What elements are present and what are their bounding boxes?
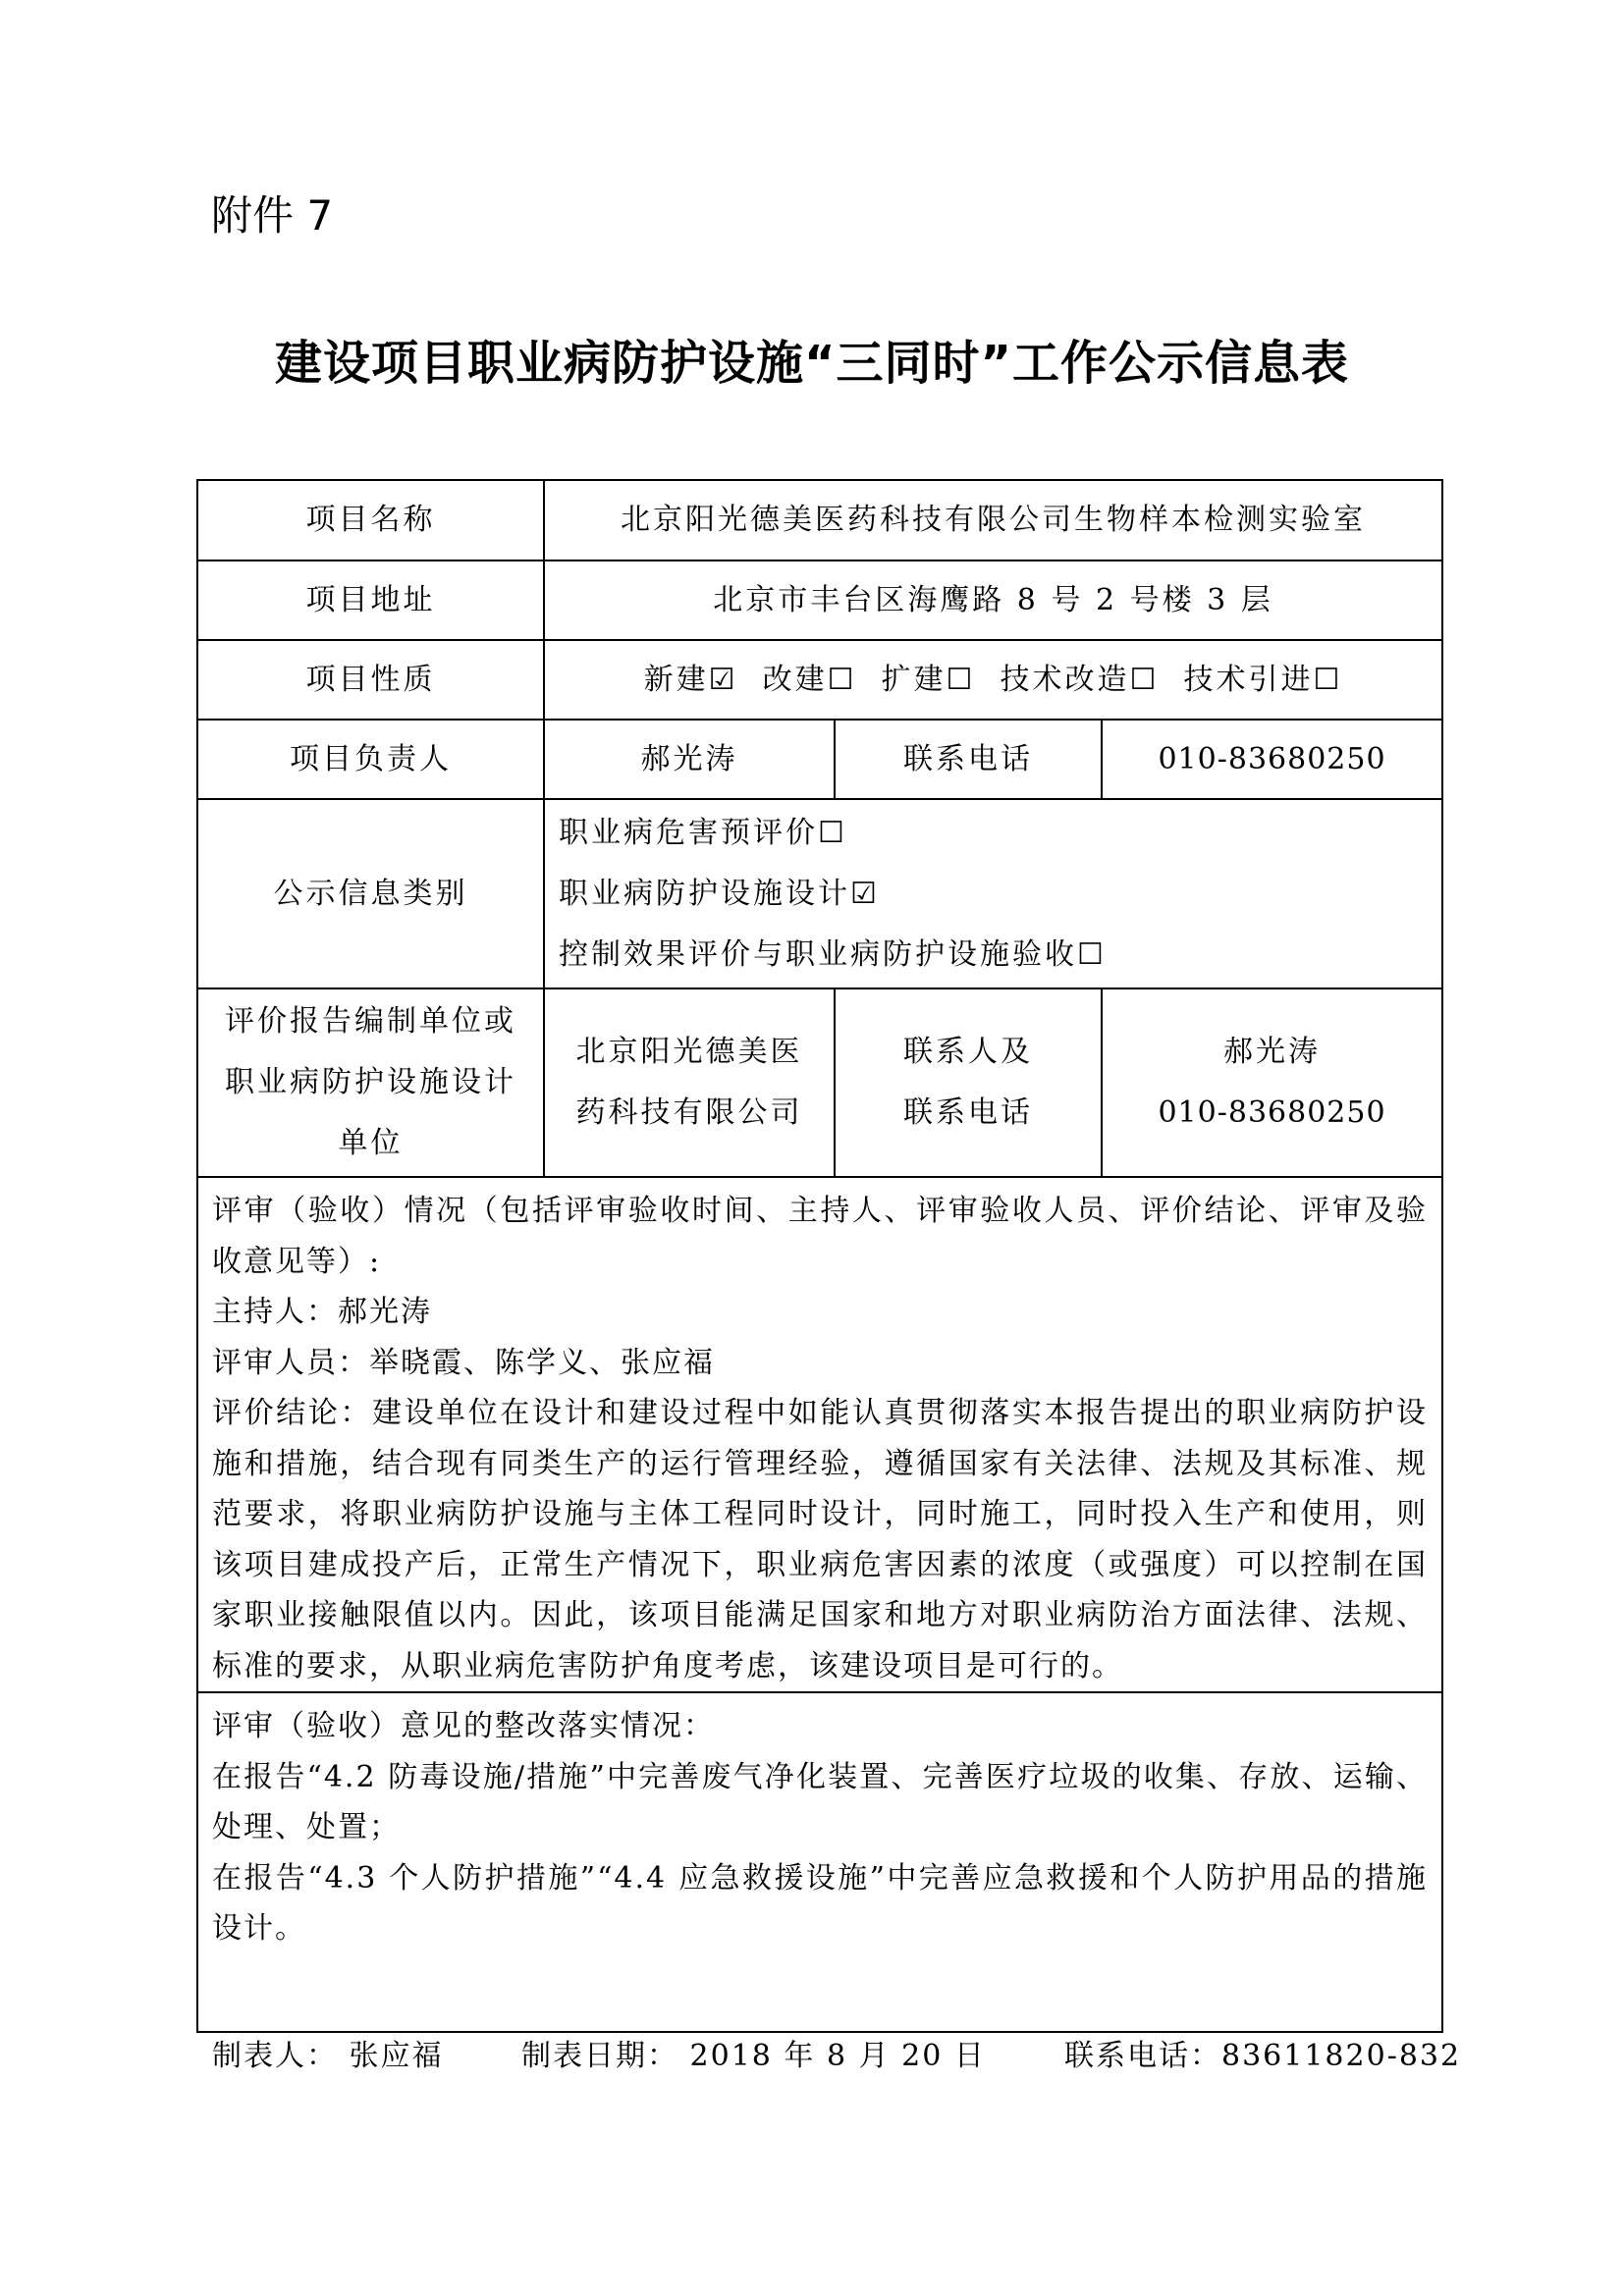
value-project-nature: 新建☑ 改建☐ 扩建☐ 技术改造☐ 技术引进☐ [544, 640, 1442, 720]
row-project-address [197, 561, 1442, 640]
row-info-category [197, 799, 1442, 988]
footer-preparer: 制表人： 张应福 [212, 2039, 444, 2073]
rectification-item-1: 在报告“4.2 防毒设施/措施”中完善废气净化装置、完善医疗垃圾的收集、存放、运输、处理、处置； [212, 1759, 1429, 1844]
rectification-section [197, 1692, 1442, 2032]
option-protection-design: 职业病防护设施设计☑ [559, 876, 880, 911]
label-design-unit-line: 职业病防护设施设计 [225, 1065, 516, 1099]
row-rectification [197, 1692, 1442, 2032]
label-project-nature: 项目性质 [197, 640, 544, 720]
review-heading: 评审（验收）情况（包括评审验收时间、主持人、评审验收人员、评价结论、评审及验收意见等）: [212, 1194, 1429, 1279]
label-contact-line: 联系电话 [903, 1095, 1033, 1130]
info-category-options [544, 799, 1442, 988]
value-design-unit-line: 药科技有限公司 [575, 1095, 803, 1130]
label-leader-phone: 联系电话 [835, 720, 1102, 799]
row-review [197, 1177, 1442, 1692]
option-acceptance: 控制效果评价与职业病防护设施验收☐ [559, 936, 1107, 972]
row-project-leader [197, 720, 1442, 799]
value-design-unit-line: 北京阳光德美医 [575, 1035, 803, 1069]
value-leader-phone: 010-83680250 [1102, 720, 1442, 799]
option-pre-evaluation: 职业病危害预评价☐ [559, 815, 847, 850]
value-project-leader: 郝光涛 [544, 720, 835, 799]
row-project-nature [197, 640, 1442, 720]
attachment-label: 附件 7 [211, 191, 334, 240]
label-contact-line: 联系人及 [903, 1035, 1033, 1069]
label-contact [835, 988, 1102, 1177]
label-project-leader: 项目负责人 [197, 720, 544, 799]
info-table [196, 479, 1443, 2033]
label-info-category: 公示信息类别 [197, 799, 544, 988]
review-conclusion: 评价结论：建设单位在设计和建设过程中如能认真贯彻落实本报告提出的职业病防护设施和措施，结合现有同类生产的运行管理经验，遵循国家有关法律、法规及其标准、规范要求，将职业病防护设施与主体工程同时设计，同时施工，同时投入生产和使用，则该项目建成投产后，正常生产情况下，职业病危害因素的浓度（或强度）可以控制在国家职业接触限值以内。因此，该项目能满足国家和地方对职业病防治方面法律、法规、标准的要求，从职业病危害防护角度考虑，该建设项目是可行的。 [212, 1396, 1429, 1683]
label-project-address: 项目地址 [197, 561, 544, 640]
value-project-address: 北京市丰台区海鹰路 8 号 2 号楼 3 层 [544, 561, 1442, 640]
label-design-unit [197, 988, 544, 1177]
value-project-name: 北京阳光德美医药科技有限公司生物样本检测实验室 [544, 480, 1442, 561]
row-project-name [197, 480, 1442, 561]
label-project-name: 项目名称 [197, 480, 544, 561]
rectification-item-2: 在报告“4.3 个人防护措施”“4.4 应急救援设施”中完善应急救援和个人防护用品的措施设计。 [212, 1860, 1429, 1946]
label-design-unit-line: 单位 [338, 1126, 404, 1160]
review-reviewers: 评审人员：举晓霞、陈学义、张应福 [212, 1345, 715, 1380]
row-design-unit [197, 988, 1442, 1177]
review-section [197, 1177, 1442, 1692]
value-contact-line: 010-83680250 [1158, 1095, 1386, 1130]
document-title: 建设项目职业病防护设施“三同时”工作公示信息表 [274, 336, 1350, 391]
value-contact [1102, 988, 1442, 1177]
label-design-unit-line: 评价报告编制单位或 [225, 1004, 516, 1039]
value-design-unit [544, 988, 835, 1177]
value-contact-line: 郝光涛 [1223, 1035, 1322, 1069]
footer-date: 制表日期： 2018 年 8 月 20 日 [521, 2039, 986, 2073]
footer-phone: 联系电话：83611820-832 [1064, 2039, 1462, 2073]
review-host: 主持人：郝光涛 [212, 1295, 432, 1329]
rectification-heading: 评审（验收）意见的整改落实情况： [212, 1709, 715, 1743]
